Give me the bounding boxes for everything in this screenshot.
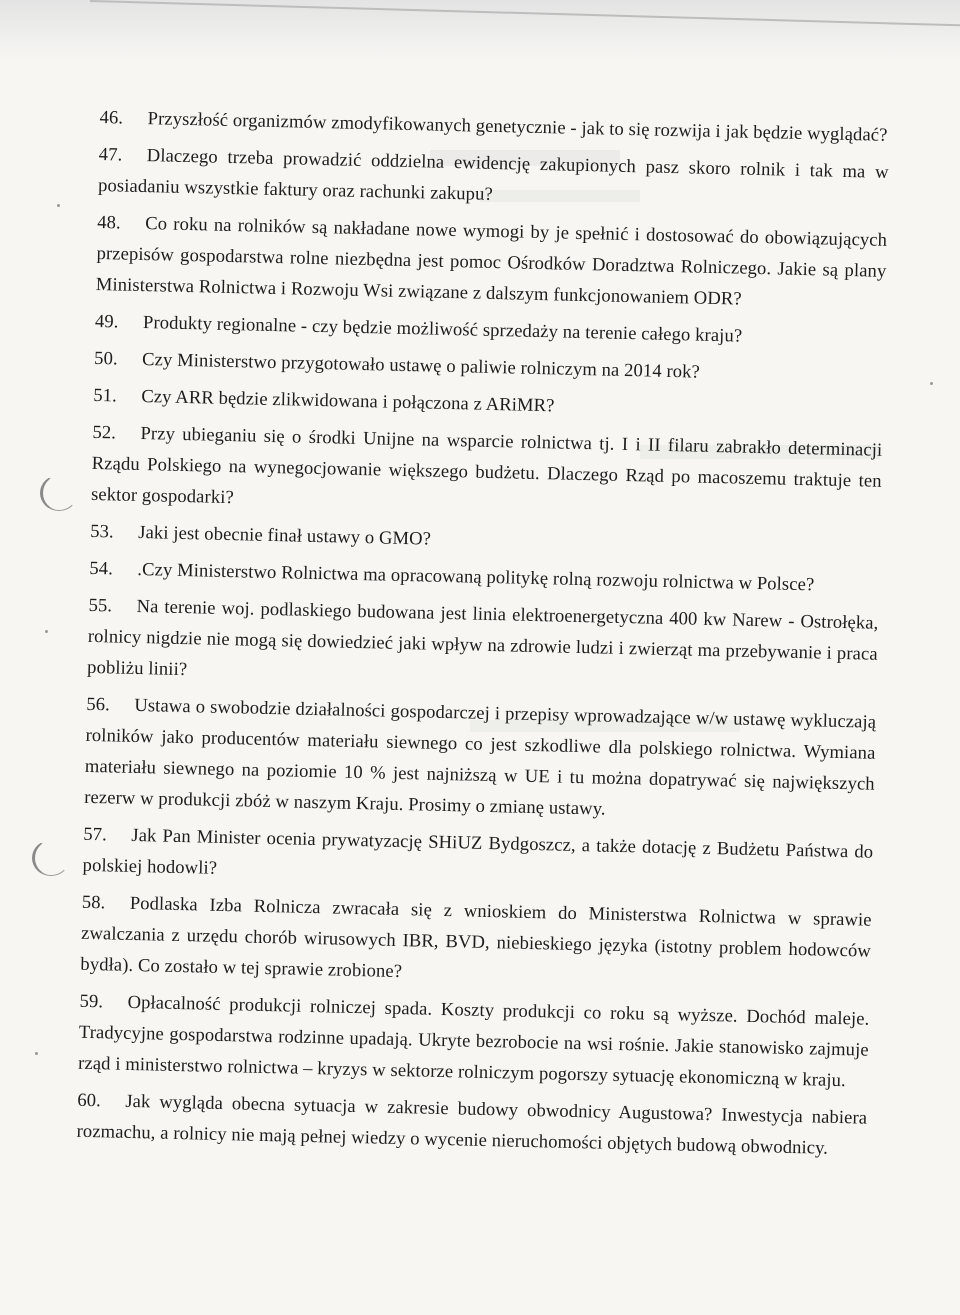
question-number: 49. [94, 310, 119, 333]
questions-list [76, 102, 890, 1171]
question-47 [98, 139, 889, 219]
speck [35, 1052, 38, 1055]
speck [57, 204, 60, 207]
question-text: Czy ARR będzie zlikwidowana i połączona z ARiMR? [141, 386, 555, 417]
question-58 [80, 887, 872, 998]
speck [930, 382, 933, 385]
question-number: 59. [79, 990, 104, 1013]
question-text: Jak wygląda obecna sytuacja w zakresie budowy obwodnicy Augustowa? Inwestycja nabiera rozmachu, a rolnicy nie mają pełnej wiedzy o wycenie nieruchomości objętych budową obwodnicy. [76, 1090, 868, 1159]
question-number: 50. [93, 347, 118, 370]
question-number: 46. [99, 106, 124, 129]
question-text: Jaki jest obecnie finał ustawy o GMO? [138, 521, 432, 550]
question-52 [91, 417, 883, 528]
question-text: Czy Ministerstwo przygotowało ustawę o paliwie rolniczym na 2014 rok? [141, 349, 701, 383]
question-text: Na terenie woj. podlaskiego budowana jest linia elektroenergetyczna 400 kw Narew - Ostrołęka, rolnicy nigdzie nie mogą się dowiedzieć jaki wpływ na zdrowie ludzi i zwierząt ma przebywanie i praca pobliżu linii? [86, 595, 879, 681]
question-text: Podlaska Izba Rolnicza zwracała się z wnioskiem do Ministerstwa Rolnictwa w sprawie zwalczania z urzędu chorób wirusowych IBR, BVD, niebieskiego języka (istotny problem hodowców bydła). Co zostało w tej sprawie zrobione? [80, 892, 872, 983]
question-text: Ustawa o swobodzie działalności gospodarczej i przepisy wprowadzające w/w ustawę wykluczają rolników jako producentów materiału siewnego co jest szkodliwe dla polskiego rolnictwa. Wymiana materiału siewnego na poziomie 10 % jest najniższą w UE i tu można dopatrywać się największych rezerw w produkcji zbóż w naszym Kraju. Prosimy o zmianę ustawy. [83, 694, 877, 820]
question-number: 52. [92, 421, 117, 444]
punch-hole [32, 840, 70, 876]
question-57 [82, 819, 873, 899]
question-number: 47. [98, 143, 123, 166]
question-number: 56. [86, 693, 111, 716]
paper-fold-shadow [0, 0, 960, 60]
question-number: 51. [93, 384, 118, 407]
question-55 [87, 590, 879, 701]
question-text: Opłacalność produkcji rolniczej spada. Koszty produkcji co roku są wyższe. Dochód maleje. Tradycyjne gospodarstwa rodzinne upadają. Ukryte bezrobocie na wsi rośnie. Jakie stanowisko zajmuje rząd i ministerstwo rolnictwa – kryzys w sektorze rolniczym pogorszy sytuację ekonomiczną w kraju. [77, 991, 870, 1092]
question-number: 55. [88, 594, 113, 617]
punch-hole [40, 475, 78, 511]
question-56 [84, 689, 877, 831]
question-text: Co roku na rolników są nakładane nowe wymogi by je spełnić i dostosować do obowiązujących przepisów gospodarstwa rolne niezbędna jest pomoc Ośrodków Doradztwa Rolniczego. Jakie są plany Ministerstwa Rolnictwa i Rozwoju Wsi związane z dalszym funkcjonowaniem ODR? [95, 213, 888, 310]
question-text: Dlaczego trzeba prowadzić oddzielna ewidencję zakupionych pasz skoro rolnik i tak ma w posiadaniu wszystkie faktury oraz rachunki zakupu? [97, 145, 889, 205]
question-number: 54. [89, 557, 114, 580]
speck [45, 630, 48, 633]
question-number: 48. [97, 211, 122, 234]
question-number: 58. [81, 891, 106, 914]
question-number: 60. [77, 1089, 102, 1112]
question-59 [78, 986, 870, 1097]
question-text: Produkty regionalne - czy będzie możliwość sprzedaży na terenie całego kraju? [142, 312, 743, 347]
question-number: 53. [90, 520, 115, 543]
question-text: .Czy Ministerstwo Rolnictwa ma opracowaną politykę rolną rozwoju rolnictwa w Polsce? [137, 558, 815, 596]
question-60 [76, 1085, 867, 1165]
question-text: Jak Pan Minister ocenia prywatyzację SHiUZ Bydgoszcz, a także dotację z Budżetu Państwa do polskiej hodowli? [82, 824, 874, 879]
question-text: Przyszłość organizmów zmodyfikowanych genetycznie - jak to się rozwija i jak będzie wyglądać? [147, 108, 888, 146]
question-number: 57. [83, 823, 108, 846]
question-text: Przy ubieganiu się o środki Unijne na wsparcie rolnictwa tj. I i II filaru zabrakło determinacji Rządu Polskiego na wynegocjowanie większego budżetu. Dlaczego Rząd po macoszemu traktuje ten sektor gospodarki? [90, 423, 883, 509]
question-48 [96, 207, 888, 318]
